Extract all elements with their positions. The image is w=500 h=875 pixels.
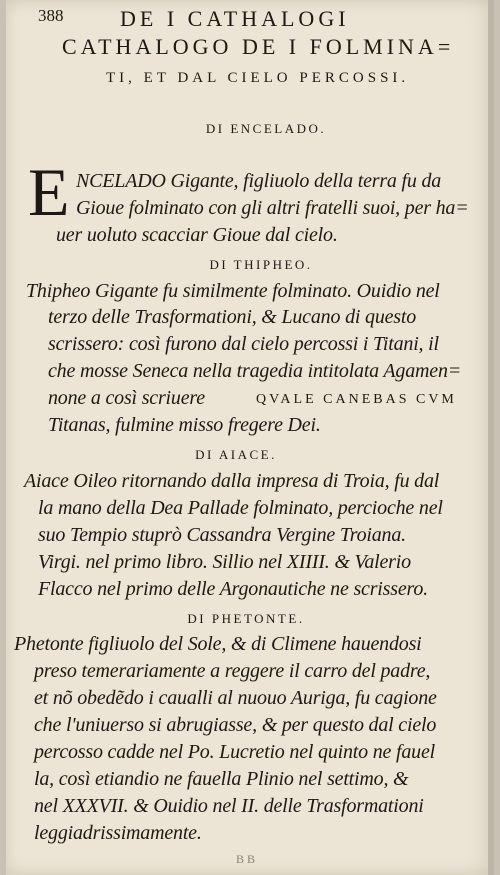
section-heading-thipheo: DI THIPHEO. (209, 257, 313, 272)
text-line: Aiace Oileo ritornando dalla impresa di Troia, fu dal (24, 470, 440, 492)
text-line: scrissero: così furono dal cielo percossi i Titani, il (48, 333, 439, 355)
section-heading-aiace: DI AIACE. (195, 447, 277, 462)
text-line: suo Tempio stuprò Cassandra Vergine Troiana. (38, 524, 406, 546)
text-line: terzo delle Trasformationi, & Lucano di questo (48, 306, 417, 328)
text-line: leggiadrissimamente. (34, 822, 202, 844)
text-line: la mano della Dea Pallade folminato, percioche nel (38, 497, 443, 519)
text-line: Gioue folminato con gli altri fratelli suoi, per ha= (76, 197, 469, 219)
text-line: nel XXXVII. & Ouidio nel II. delle Trasformationi (34, 795, 424, 817)
page-number: 388 (38, 6, 64, 25)
running-title: DE I CATHALOGI (120, 6, 350, 31)
section-heading-phetonte: DI PHETONTE. (187, 611, 305, 626)
text-line: percosso cadde nel Po. Lucretio nel quinto ne fauel (34, 741, 436, 763)
text-line: uer uoluto scacciar Gioue dal cielo. (56, 224, 338, 246)
text-line: Phetonte figliuolo del Sole, & di Climene hauendosi (14, 633, 422, 655)
book-page (6, 0, 494, 875)
text-line: la, così etiandio ne fauella Plinio nel settimo, & (34, 768, 409, 790)
latin-quote: QVALE CANEBAS CVM (256, 392, 457, 407)
text-line: Virgi. nel primo libro. Sillio nel XIIII. & Valerio (38, 551, 411, 573)
text-line: che mosse Seneca nella tragedia intitolata Agamen= (48, 360, 462, 382)
text-line: che l'uniuerso si abrugiasse, & per questo dal cielo (34, 714, 437, 736)
text-line: Flacco nel primo delle Argonautiche ne scrissero. (38, 578, 428, 600)
section-heading-encelado: DI ENCELADO. (205, 121, 327, 136)
text-line: Titanas, fulmine misso fregere Dei. (48, 414, 321, 436)
text-line: Thipheo Gigante fu similmente folminato. Ouidio nel (26, 280, 440, 302)
text-line: NCELADO Gigante, figliuolo della terra fu da (76, 170, 442, 192)
drop-cap: E (28, 154, 70, 230)
text-line: et nõ obedẽdo i caualli al nuouo Auriga, fu cagione (34, 687, 437, 709)
text-line: preso temerariamente a reggere il carro del padre, (34, 660, 431, 682)
chapter-title-line-2: TI, ET DAL CIELO PERCOSSI. (106, 70, 410, 86)
text-line: none a così scriuere (48, 387, 205, 409)
chapter-title-line-1: CATHALOGO DE I FOLMINA= (62, 34, 455, 59)
page-gutter (488, 0, 494, 875)
signature-mark: BB (236, 852, 259, 866)
